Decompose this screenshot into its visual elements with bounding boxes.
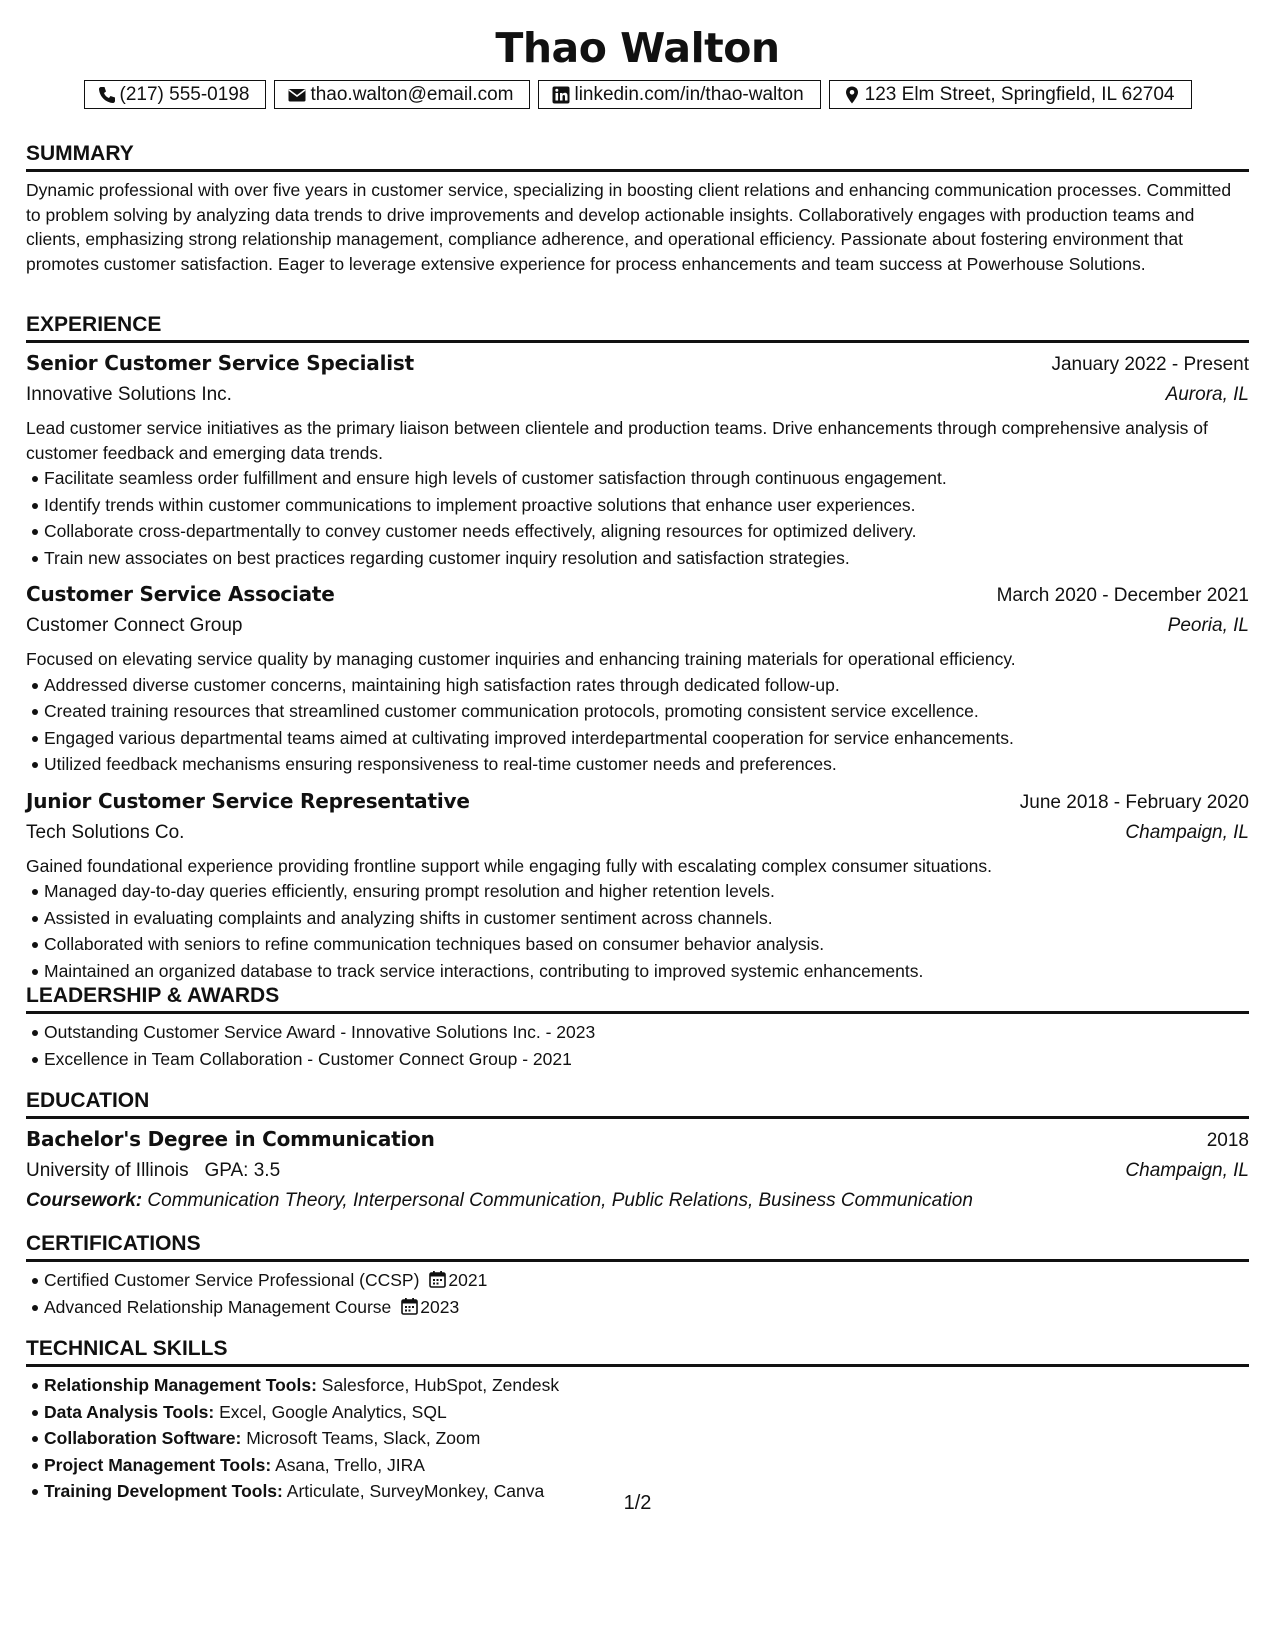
experience-section	[26, 312, 1249, 984]
address-text: 123 Elm Street, Springfield, IL 62704	[864, 83, 1175, 105]
job-location: Champaign, IL	[1125, 821, 1249, 843]
linkedin-text: linkedin.com/in/thao-walton	[574, 83, 804, 105]
certification-name: Certified Customer Service Professional (CCSP)	[44, 1270, 420, 1290]
job-dates: January 2022 - Present	[1051, 354, 1249, 375]
list-item: Facilitate seamless order fulfillment and ensure high levels of customer satisfaction through continuous engagement.	[44, 465, 1249, 492]
phone-text: (217) 555-0198	[119, 83, 250, 105]
candidate-name: Thao Walton	[495, 24, 780, 72]
school-location: Champaign, IL	[1125, 1160, 1249, 1181]
job-title: Junior Customer Service Representative	[26, 788, 470, 813]
coursework	[26, 1186, 1249, 1216]
list-item: Identify trends within customer communications to implement proactive solutions that enhance user experiences.	[44, 492, 1249, 519]
skill-category: Relationship Management Tools:	[44, 1375, 317, 1395]
awards-list	[26, 1019, 1249, 1072]
awards-heading: LEADERSHIP & AWARDS	[26, 983, 1249, 1014]
job-bullets	[26, 878, 1249, 984]
job-title: Customer Service Associate	[26, 582, 335, 606]
list-item: Maintained an organized database to track service interactions, contributing to improved systemic enhancements.	[44, 958, 1249, 985]
list-item	[44, 1294, 1249, 1321]
certifications-heading: CERTIFICATIONS	[26, 1231, 1249, 1262]
linkedin-icon	[551, 85, 571, 105]
job-dates: June 2018 - February 2020	[1019, 791, 1249, 813]
contact-email[interactable]	[274, 80, 530, 109]
education-entry	[26, 1124, 1249, 1216]
job-dates: March 2020 - December 2021	[996, 585, 1249, 606]
job-bullets	[26, 465, 1249, 571]
summary-section	[26, 141, 1249, 276]
certifications-section	[26, 1231, 1249, 1320]
calendar-icon	[401, 1297, 418, 1315]
contact-phone[interactable]	[84, 80, 267, 109]
certification-year: 2021	[448, 1270, 488, 1290]
education-section	[26, 1088, 1249, 1216]
contact-linkedin[interactable]	[538, 80, 820, 109]
list-item	[44, 1425, 1249, 1452]
summary-heading: SUMMARY	[26, 141, 1249, 172]
list-item	[44, 1372, 1249, 1399]
skill-category: Data Analysis Tools:	[44, 1401, 215, 1422]
job-company: Innovative Solutions Inc.	[26, 384, 232, 405]
skill-category: Collaboration Software:	[44, 1428, 242, 1448]
school-name: University of Illinois	[26, 1160, 189, 1181]
calendar-icon	[429, 1270, 446, 1288]
skill-category: Training Development Tools:	[44, 1481, 283, 1501]
skill-values: Articulate, SurveyMonkey, Canva	[286, 1481, 545, 1501]
job-description: Lead customer service initiatives as the primary liaison between clientele and production teams. Drive enhancements through comprehensive analysis of customer feedback and emerging data trends.	[26, 418, 1208, 463]
job-location: Peoria, IL	[1167, 615, 1249, 636]
graduation-year: 2018	[1206, 1130, 1249, 1151]
job-location: Aurora, IL	[1165, 384, 1249, 405]
list-item: Addressed diverse customer concerns, maintaining high satisfaction rates through dedicated follow-up.	[44, 672, 1249, 699]
coursework-label: Coursework:	[26, 1190, 143, 1211]
job-bullets	[26, 672, 1249, 778]
skill-values: Salesforce, HubSpot, Zendesk	[321, 1375, 560, 1395]
skill-values: Microsoft Teams, Slack, Zoom	[246, 1428, 481, 1448]
list-item: Managed day-to-day queries efficiently, ensuring prompt resolution and higher retention levels.	[44, 878, 1249, 905]
list-item: Collaborated with seniors to refine communication techniques based on consumer behavior analysis.	[44, 931, 1249, 958]
page-number: 1/2	[623, 1492, 652, 1514]
list-item: Train new associates on best practices regarding customer inquiry resolution and satisfaction strategies.	[44, 545, 1249, 572]
phone-icon	[97, 85, 117, 105]
list-item	[44, 1399, 1249, 1426]
degree-title: Bachelor's Degree in Communication	[26, 1127, 435, 1151]
list-item	[44, 1452, 1249, 1479]
coursework-list: Communication Theory, Interpersonal Communication, Public Relations, Business Communication	[147, 1190, 973, 1211]
skills-list	[26, 1372, 1249, 1505]
job-title: Senior Customer Service Specialist	[26, 351, 414, 375]
contact-bar	[26, 80, 1249, 109]
list-item: Collaborate cross-departmentally to convey customer needs effectively, aligning resources for optimized delivery.	[44, 518, 1249, 545]
skill-values: Excel, Google Analytics, SQL	[219, 1401, 447, 1422]
job-company: Customer Connect Group	[26, 615, 243, 636]
skills-section	[26, 1336, 1249, 1505]
skills-heading: TECHNICAL SKILLS	[26, 1336, 1249, 1367]
certification-name: Advanced Relationship Management Course	[44, 1296, 392, 1317]
experience-heading: EXPERIENCE	[26, 312, 1249, 343]
map-pin-icon	[842, 85, 862, 105]
envelope-icon	[287, 85, 307, 105]
certifications-list	[26, 1267, 1249, 1320]
job-description: Focused on elevating service quality by managing customer inquiries and enhancing training materials for operational efficiency.	[26, 649, 1016, 669]
list-item: Created training resources that streamlined customer communication protocols, promoting consistent service excellence.	[44, 698, 1249, 725]
email-text: thao.walton@email.com	[310, 83, 514, 105]
list-item: Excellence in Team Collaboration - Customer Connect Group - 2021	[44, 1046, 1249, 1073]
list-item: Outstanding Customer Service Award - Innovative Solutions Inc. - 2023	[44, 1019, 1249, 1046]
list-item: Assisted in evaluating complaints and analyzing shifts in customer sentiment across channels.	[44, 905, 1249, 932]
education-heading: EDUCATION	[26, 1088, 1249, 1119]
skill-values: Asana, Trello, JIRA	[275, 1454, 425, 1475]
skill-category: Project Management Tools:	[44, 1454, 272, 1475]
job-entry	[26, 579, 1249, 778]
job-entry	[26, 786, 1249, 985]
gpa: GPA: 3.5	[204, 1160, 281, 1181]
list-item	[44, 1267, 1249, 1294]
job-company: Tech Solutions Co.	[26, 821, 185, 843]
certification-year: 2023	[420, 1296, 460, 1317]
list-item: Engaged various departmental teams aimed at cultivating improved interdepartmental cooperation for service enhancements.	[44, 725, 1249, 752]
list-item: Utilized feedback mechanisms ensuring responsiveness to real-time customer needs and preferences.	[44, 751, 1249, 778]
job-description: Gained foundational experience providing frontline support while engaging fully with escalating complex consumer situations.	[26, 855, 992, 876]
job-entry	[26, 348, 1249, 571]
summary-text: Dynamic professional with over five years in customer service, specializing in boosting client relations and enhancing communication processes. Committed to problem solving by analyzing data trends to drive improvements and develop actionable insights. Collaboratively engages with production teams and clients, emphasizing strong relationship management, compliance adherence, and operational efficiency. Passionate about fostering environment that promotes customer satisfaction. Eager to leverage extensive experience for process enhancements and team success at Powerhouse Solutions.	[26, 180, 1232, 274]
awards-section	[26, 983, 1249, 1072]
contact-address	[829, 80, 1192, 109]
school-info	[26, 1156, 280, 1186]
